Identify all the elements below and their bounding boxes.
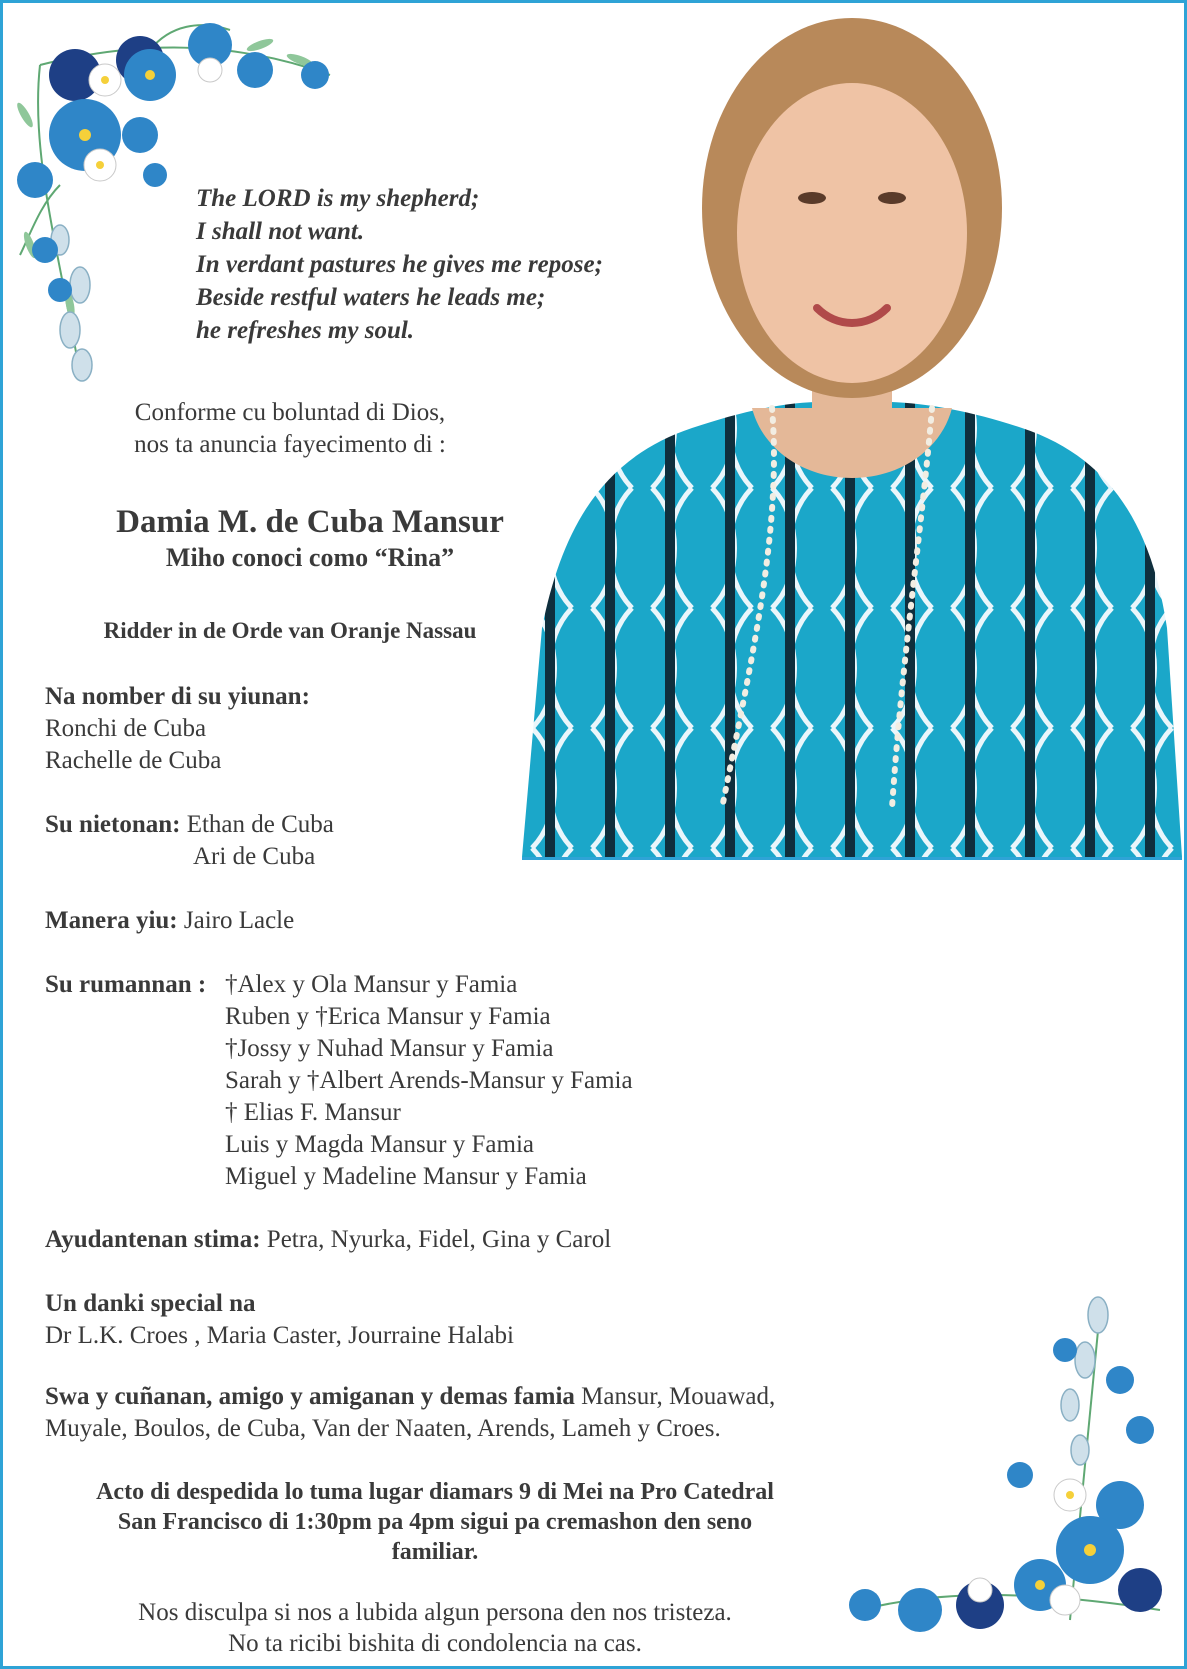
- grandchild-name: Ari de Cuba: [193, 843, 316, 870]
- sibling-name: Ruben y †Erica Mansur y Famia: [225, 1003, 551, 1030]
- siblings-list: [225, 969, 633, 1193]
- siblings-section: [45, 969, 206, 1001]
- grandchildren-heading: Su nietonan:: [45, 811, 181, 838]
- son-in-law-name: Jairo Lacle: [183, 907, 295, 934]
- floral-corner-bottom-right: [840, 1290, 1180, 1664]
- honor-title: Ridder in de Orde van Oranje Nassau: [103, 618, 477, 643]
- relatives-families: Muyale, Boulos, de Cuba, Van der Naaten, Arends, Lameh y Croes.: [45, 1415, 721, 1442]
- relatives-families: Mansur, Mouawad,: [574, 1383, 776, 1410]
- ceremony-line: familiar.: [391, 1539, 479, 1565]
- children-heading: Na nomber di su yiunan:: [45, 683, 310, 710]
- helpers-heading: Ayudantenan stima:: [45, 1226, 261, 1253]
- sibling-name: † Elias F. Mansur: [225, 1099, 401, 1126]
- relatives-heading: Swa y cuñanan, amigo y amiganan y demas famia: [45, 1383, 575, 1410]
- closing-line: No ta ricibi bishita di condolencia na cas.: [228, 1630, 642, 1657]
- sibling-name: Luis y Magda Mansur y Famia: [225, 1131, 534, 1158]
- psalm-line: In verdant pastures he gives me repose;: [196, 251, 603, 278]
- psalm-line: he refreshes my soul.: [196, 317, 415, 344]
- sibling-name: †Alex y Ola Mansur y Famia: [225, 971, 518, 998]
- closing-note: [30, 1597, 840, 1659]
- psalm-line: The LORD is my shepherd;: [196, 185, 480, 212]
- children-section: [45, 681, 310, 777]
- deceased-name: Damia M. de Cuba Mansur: [116, 504, 504, 540]
- grandchild-name: Ethan de Cuba: [186, 811, 334, 838]
- son-in-law-section: [45, 905, 294, 937]
- son-in-law-heading: Manera yiu:: [45, 907, 178, 934]
- thanks-names: Dr L.K. Croes , Maria Caster, Jourraine Halabi: [45, 1322, 514, 1349]
- sibling-name: Miguel y Madeline Mansur y Famia: [225, 1163, 587, 1190]
- closing-line: Nos disculpa si nos a lubida algun persona den nos tristeza.: [138, 1599, 732, 1626]
- sibling-name: †Jossy y Nuhad Mansur y Famia: [225, 1035, 554, 1062]
- deceased-nickname: Miho conoci como “Rina”: [165, 543, 455, 572]
- announcement-intro: [120, 397, 460, 461]
- intro-line: Conforme cu boluntad di Dios,: [134, 399, 446, 426]
- sibling-name: Sarah y †Albert Arends-Mansur y Famia: [225, 1067, 633, 1094]
- intro-line: nos ta anuncia fayecimento di :: [134, 431, 446, 458]
- child-name: Rachelle de Cuba: [45, 747, 222, 774]
- siblings-heading: Su rumannan :: [45, 971, 207, 998]
- child-name: Ronchi de Cuba: [45, 715, 207, 742]
- helpers-names: Petra, Nyurka, Fidel, Gina y Carol: [266, 1226, 612, 1253]
- portrait-photo: [522, 8, 1182, 860]
- ceremony-details: [30, 1477, 840, 1567]
- psalm-line: Beside restful waters he leads me;: [196, 284, 546, 311]
- ceremony-line: San Francisco di 1:30pm pa 4pm sigui pa cremashon den seno: [117, 1509, 753, 1535]
- relatives-section: [45, 1381, 775, 1445]
- thanks-section: [45, 1288, 514, 1352]
- helpers-section: [45, 1224, 611, 1256]
- ceremony-line: Acto di despedida lo tuma lugar diamars 9 di Mei na Pro Catedral: [96, 1479, 774, 1505]
- grandchildren-section: [45, 809, 334, 873]
- psalm-line: I shall not want.: [196, 218, 365, 245]
- psalm-verse: [196, 182, 603, 347]
- thanks-heading: Un danki special na: [45, 1290, 256, 1317]
